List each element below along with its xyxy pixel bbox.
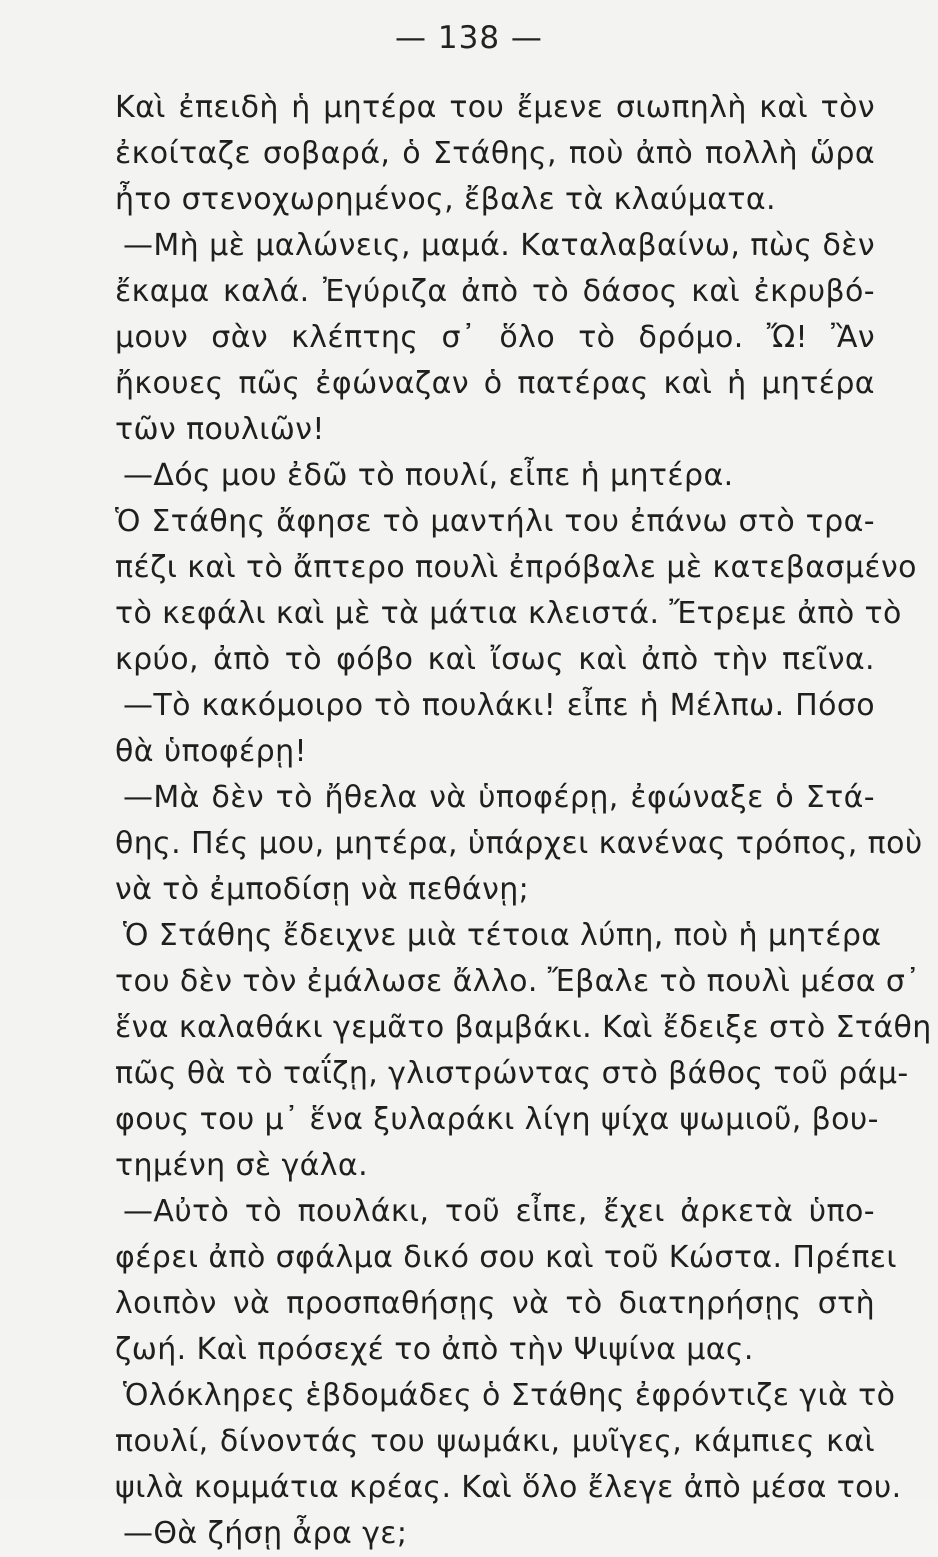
text-line: θὰ ὑποφέρῃ! [115,734,307,769]
text-line: κρύο, ἀπὸ τὸ φόβο καὶ ἴσως καὶ ἀπὸ τὴν πεῖνα. [115,642,875,677]
text-line: ἐκοίταζε σοβαρά, ὁ Στάθης, ποὺ ἀπὸ πολλὴ ὥρα [115,136,875,171]
text-line: Καὶ ἐπειδὴ ἡ μητέρα του ἔμενε σιωπηλὴ καὶ τὸν [115,90,875,125]
text-line: ἤκουες πῶς ἐφώναζαν ὁ πατέρας καὶ ἡ μητέρα [115,366,875,401]
text-line: νὰ τὸ ἐμποδίσῃ νὰ πεθάνῃ; [115,872,530,907]
text-line: ζωή. Καὶ πρόσεχέ το ἀπὸ τὴν Ψιψίνα μας. [115,1332,754,1367]
text-line: λοιπὸν νὰ προσπαθήσῃς νὰ τὸ διατηρήσῃς στὴ [115,1286,875,1321]
text-line: πέζι καὶ τὸ ἄπτερο πουλὶ ἐπρόβαλε μὲ κατεβασμένο [115,550,917,585]
text-line: —Μὰ δὲν τὸ ἤθελα νὰ ὑποφέρῃ, ἐφώναξε ὁ Στά- [123,780,875,815]
text-line: —Θὰ ζήσῃ ἆρα γε; [123,1516,408,1551]
text-line: θης. Πές μου, μητέρα, ὑπάρχει κανένας τρόπος, ποὺ [115,826,923,861]
text-line: Ὁ Στάθης ἔδειχνε μιὰ τέτοια λύπη, ποὺ ἡ μητέρα [123,918,882,953]
text-line: μουν σὰν κλέπτης σ᾽ ὅλο τὸ δρόμο. Ὤ! Ἂν [115,320,875,355]
text-line: τημένη σὲ γάλα. [115,1148,369,1183]
text-line: —Τὸ κακόμοιρο τὸ πουλάκι! εἶπε ἡ Μέλπω. Πόσο [123,688,875,723]
text-line: —Δός μου ἐδῶ τὸ πουλί, εἶπε ἡ μητέρα. [123,458,734,493]
text-line: του δὲν τὸν ἐμάλωσε ἄλλο. Ἔβαλε τὸ πουλὶ μέσα σ᾽ [115,964,921,999]
text-line: τῶν πουλιῶν! [115,412,325,447]
text-line: ἦτο στενοχωρημένος, ἔβαλε τὰ κλαύματα. [115,182,776,217]
text-line: ἕνα καλαθάκι γεμᾶτο βαμβάκι. Καὶ ἔδειξε στὸ Στάθη [115,1010,932,1045]
text-line: πουλί, δίνοντάς του ψωμάκι, μυῖγες, κάμπιες καὶ [115,1424,875,1459]
text-line: Ὁλόκληρες ἑβδομάδες ὁ Στάθης ἐφρόντιζε γιὰ τὸ [123,1378,896,1413]
text-line: ψιλὰ κομμάτια κρέας. Καὶ ὅλο ἔλεγε ἀπὸ μέσα του. [115,1470,902,1505]
text-line: ἔκαμα καλά. Ἐγύριζα ἀπὸ τὸ δάσος καὶ ἐκρυβό- [115,274,875,309]
text-line: πῶς θὰ τὸ ταΐζῃ, γλιστρώντας στὸ βάθος τοῦ ράμ- [115,1056,909,1091]
text-line: —Μὴ μὲ μαλώνεις, μαμά. Καταλαβαίνω, πὼς δὲν [123,228,875,263]
text-line: φους του μ᾽ ἕνα ξυλαράκι λίγη ψίχα ψωμιοῦ, βου- [115,1102,879,1137]
body-text [115,85,932,1557]
text-line: τὸ κεφάλι καὶ μὲ τὰ μάτια κλειστά. Ἔτρεμε ἀπὸ τὸ [115,596,902,631]
text-line: Ὁ Στάθης ἄφησε τὸ μαντήλι του ἐπάνω στὸ τρα- [115,504,875,539]
text-line: —Αὐτὸ τὸ πουλάκι, τοῦ εἶπε, ἔχει ἀρκετὰ ὑπο- [123,1194,875,1229]
text-line: φέρει ἀπὸ σφάλμα δικό σου καὶ τοῦ Κώστα. Πρέπει [115,1240,897,1275]
page-number: — 138 — [395,20,543,56]
